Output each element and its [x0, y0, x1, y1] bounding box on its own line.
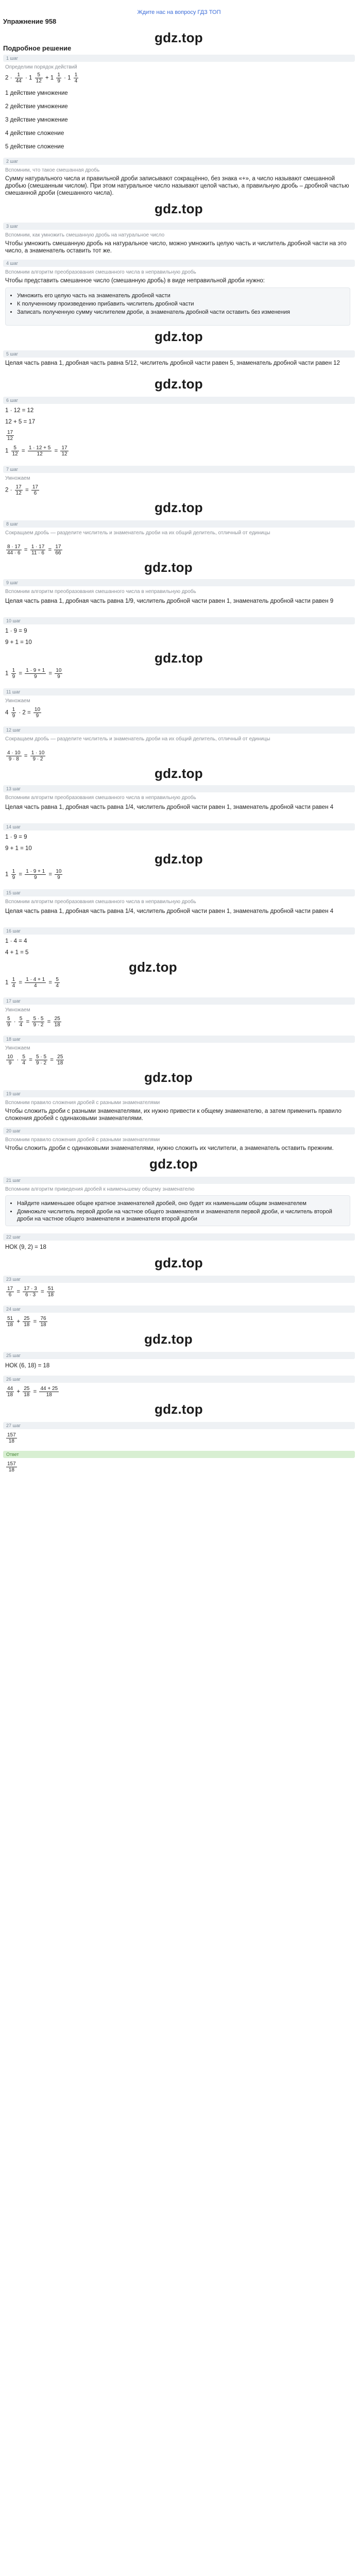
page-title: Упражнение 958 — [3, 18, 57, 25]
calc-line: НОК (6, 18) = 18 — [5, 1363, 50, 1369]
step-label: 21 шаг — [3, 1177, 355, 1184]
watermark: gdz.top — [144, 560, 193, 575]
step-hint: Сокращаем дробь — разделите числитель и знаменатель дроби на их общий делитель, отличный от единицы — [5, 736, 270, 742]
step-label: 19 шаг — [3, 1090, 355, 1097]
calc-line: $\frac{51}{18}$ + $\frac{25}{18}$ = $\frac{76}{18}$ — [7, 1316, 46, 1328]
step-hint: Умножаем — [5, 1007, 30, 1013]
step-label: 7 шаг — [3, 466, 355, 473]
order-item: 4 действие сложение — [5, 130, 64, 137]
step-hint: Вспомним алгоритм приведения дробей к наименьшему общему знаменателю — [5, 1187, 195, 1192]
algorithm-item: • К полученному произведению прибавить числитель дробной части — [17, 300, 346, 308]
calc-line: НОК (9, 2) = 18 — [5, 1244, 46, 1250]
calc-line: 1 · 9 = 9 — [5, 834, 27, 840]
top-notice-prefix: Ждите нас на — [137, 9, 175, 15]
algorithm-box — [5, 287, 350, 326]
step-hint: Вспомним, как умножить смешанную дробь на натуральное число — [5, 232, 165, 238]
step-label: 16 шаг — [3, 927, 355, 935]
explanation: Целая часть равна 1, дробная часть равна 1/4, числитель дробной части равен 1, знаменатель дробной части равен 4 — [5, 908, 334, 914]
order-item: 2 действие умножение — [5, 104, 68, 110]
step-hint: Вспомним алгоритм преобразования смешанного числа в неправильную дробь — [5, 795, 196, 801]
step-label: 6 шаг — [3, 397, 355, 404]
step-hint: Вспомним, что такое смешанная дробь — [5, 167, 100, 173]
calc-line: $\frac{8 \cdot 17}{44 \cdot 6}$ = $\frac{1 \cdot 17}{11 \cdot 6}$ = $\frac{17}{66}$ — [7, 544, 61, 556]
watermark: gdz.top — [155, 851, 203, 867]
calc-line: 9 + 1 = 10 — [5, 639, 32, 646]
algorithm-box — [5, 1195, 350, 1226]
step-label: 15 шаг — [3, 889, 355, 896]
watermark: gdz.top — [149, 1156, 198, 1172]
calc-line: 1 · 9 = 9 — [5, 628, 27, 634]
watermark: gdz.top — [155, 376, 203, 392]
watermark: gdz.top — [144, 1331, 193, 1347]
calc-line: $\frac{157}{18}$ — [7, 1432, 16, 1444]
calc-line: $\frac{5}{9}$ · $\frac{5}{4}$ = $\frac{5 \cdot 5}{9 \cdot 2}$ = $\frac{25}{18}$ — [7, 1016, 60, 1028]
rule-text: Чтобы представить смешанное число (смешанную дробь) в виде неправильной дроби нужно: — [5, 278, 265, 284]
step-label: 4 шаг — [3, 260, 355, 267]
calc-line: 1 $\frac{1}{9}$ = $\frac{1 \cdot 9 + 1}{9}$ = $\frac{10}{9}$ — [5, 869, 62, 880]
watermark: gdz.top — [155, 500, 203, 515]
watermark: gdz.top — [155, 766, 203, 781]
step-label: 5 шаг — [3, 350, 355, 358]
step-hint: Умножаем — [5, 698, 30, 704]
step-hint: Вспомним правило сложения дробей с разными знаменателями — [5, 1137, 160, 1143]
calc-line: 1 $\frac{1}{4}$ = $\frac{1 \cdot 4 + 1}{4}$ = $\frac{5}{4}$ — [5, 977, 59, 989]
answer-label: Ответ — [3, 1451, 355, 1458]
step-hint: Вспомним алгоритм преобразования смешанного числа в неправильную дробь — [5, 269, 196, 275]
step-hint: Сокращаем дробь — разделите числитель и знаменатель дроби на их общий делитель, отличный от единицы — [5, 530, 270, 536]
step-label: 11 шаг — [3, 688, 355, 696]
calc-line: $\frac{17}{6}$ = $\frac{17 \cdot 3}{6 \cdot 3}$ = $\frac{51}{18}$ — [7, 1286, 54, 1298]
section-title: Подробное решение — [3, 44, 72, 52]
rule-text: Сумму натурального числа и правильной дроби записывают сокращённо, без знака «+», а число называют смешанной дробью (смешанным числом). При этом натуральное число называют целой частью, а правильную дробь – дробной частью смешанной дроби (смешанного числа). — [5, 176, 349, 196]
step-label: 9 шаг — [3, 579, 355, 586]
watermark: gdz.top — [155, 329, 203, 344]
step-label: 13 шаг — [3, 785, 355, 792]
calc-line: 4 + 1 = 5 — [5, 950, 29, 956]
step-hint: Умножаем — [5, 476, 30, 481]
calc-line: 1 $\frac{1}{9}$ = $\frac{1 \cdot 9 + 1}{9}$ = $\frac{10}{9}$ — [5, 668, 62, 680]
watermark: gdz.top — [155, 1401, 203, 1417]
rule-text: Чтобы сложить дроби с разными знаменателями, их нужно привести к общему знаменателю, а затем применить правило сложения дробей с одинаковыми знаменателями. — [5, 1108, 342, 1122]
explanation: Целая часть равна 1, дробная часть равна 5/12, числитель дробной части равен 5, знаменатель дробной части равен 12 — [5, 360, 340, 366]
step-label: 2 шаг — [3, 158, 355, 165]
step-hint: Вспомним алгоритм преобразования смешанного числа в неправильную дробь — [5, 899, 196, 905]
expression: 2 · $\frac{1}{44}$ · 1 $\frac{5}{12}$ + 1 $\frac{1}{9}$ · 1 $\frac{1}{4}$ — [5, 72, 78, 84]
answer-value: $\frac{157}{18}$ — [7, 1461, 16, 1473]
rule-text: Чтобы умножить смешанную дробь на натуральное число, можно умножить целую часть и числитель дробной части на это число, а знаменатель оставить тот же. — [5, 241, 347, 254]
top-notice — [0, 9, 358, 15]
calc-line: $\frac{44}{18}$ + $\frac{25}{18}$ = $\frac{44 + 25}{18}$ — [7, 1386, 58, 1398]
step-label: 17 шаг — [3, 997, 355, 1005]
step-label: 22 шаг — [3, 1233, 355, 1241]
algorithm-item: • Найдите наименьшее общее кратное знаменателей дробей, оно будет их наименьшим общим знаменателем — [17, 1200, 346, 1207]
step-label: 26 шаг — [3, 1376, 355, 1383]
watermark: gdz.top — [129, 959, 177, 975]
order-item: 1 действие умножение — [5, 90, 68, 96]
calc-line: 1 · 12 = 12 — [5, 408, 34, 414]
step-label: 27 шаг — [3, 1422, 355, 1429]
watermark: gdz.top — [155, 1255, 203, 1270]
step-label: 1 шаг — [3, 55, 355, 62]
step-label: 14 шаг — [3, 823, 355, 831]
watermark: gdz.top — [155, 30, 203, 45]
calc-line: $\frac{10}{9}$ · $\frac{5}{4}$ = $\frac{5 \cdot 5}{9 \cdot 2}$ = $\frac{25}{18}$ — [7, 1054, 63, 1066]
step-label: 12 шаг — [3, 726, 355, 734]
top-notice-link[interactable]: вопросу ГДЗ ТОП — [175, 9, 221, 15]
algorithm-item: • Домножьте числитель первой дроби на частное общего знаменателя и знаменателя первой дроби, и числитель второй дроби на частное общего знаменателя и знаменателя второй дроби — [17, 1208, 346, 1223]
watermark: gdz.top — [144, 1070, 193, 1085]
step-hint: Вспомним правило сложения дробей с разными знаменателями — [5, 1100, 160, 1106]
step-label: 20 шаг — [3, 1127, 355, 1134]
step-hint: Умножаем — [5, 1045, 30, 1051]
step-label: 18 шаг — [3, 1036, 355, 1043]
calc-result: $\frac{17}{12}$ — [7, 430, 13, 442]
order-item: 3 действие умножение — [5, 117, 68, 123]
step-label: 10 шаг — [3, 617, 355, 624]
calc-line: 1 · 4 = 4 — [5, 938, 27, 944]
step-label: 25 шаг — [3, 1352, 355, 1359]
step-label: 8 шаг — [3, 520, 355, 528]
step-label: 23 шаг — [3, 1276, 355, 1283]
step-label: 24 шаг — [3, 1306, 355, 1313]
algorithm-item: • Умножить его целую часть на знаменатель дробной части — [17, 292, 346, 299]
order-item: 5 действие сложение — [5, 144, 64, 150]
explanation: Целая часть равна 1, дробная часть равна 1/4, числитель дробной части равен 1, знаменатель дробной части равен 4 — [5, 804, 334, 810]
calc-line: 1 $\frac{5}{12}$ = $\frac{1 \cdot 12 + 5}{12}$ = $\frac{17}{12}$ — [5, 445, 67, 457]
rule-text: Чтобы сложить дроби с одинаковыми знаменателями, нужно сложить их числители, а знаменатель оставить прежним. — [5, 1145, 334, 1151]
step-label: 3 шаг — [3, 223, 355, 230]
step-hint: Вспомним алгоритм преобразования смешанного числа в неправильную дробь — [5, 589, 196, 595]
calc-line: 4 $\frac{1}{9}$ · 2 = $\frac{10}{9}$ — [5, 707, 41, 719]
calc-line: 2 · $\frac{17}{12}$ = $\frac{17}{6}$ — [5, 484, 38, 496]
calc-line: 9 + 1 = 10 — [5, 845, 32, 852]
algorithm-item: • Записать полученную сумму числителем дроби, а знаменатель дробной части оставить без изменения — [17, 309, 346, 316]
step-hint: Определим порядок действий — [5, 64, 77, 70]
watermark: gdz.top — [155, 650, 203, 666]
calc-line: 12 + 5 = 17 — [5, 419, 36, 425]
calc-line: $\frac{4 \cdot 10}{9 \cdot 8}$ = $\frac{1 \cdot 10}{9 \cdot 2}$ — [7, 750, 45, 762]
explanation: Целая часть равна 1, дробная часть равна 1/9, числитель дробной части равен 1, знаменатель дробной части равен 9 — [5, 598, 334, 604]
watermark: gdz.top — [155, 201, 203, 216]
